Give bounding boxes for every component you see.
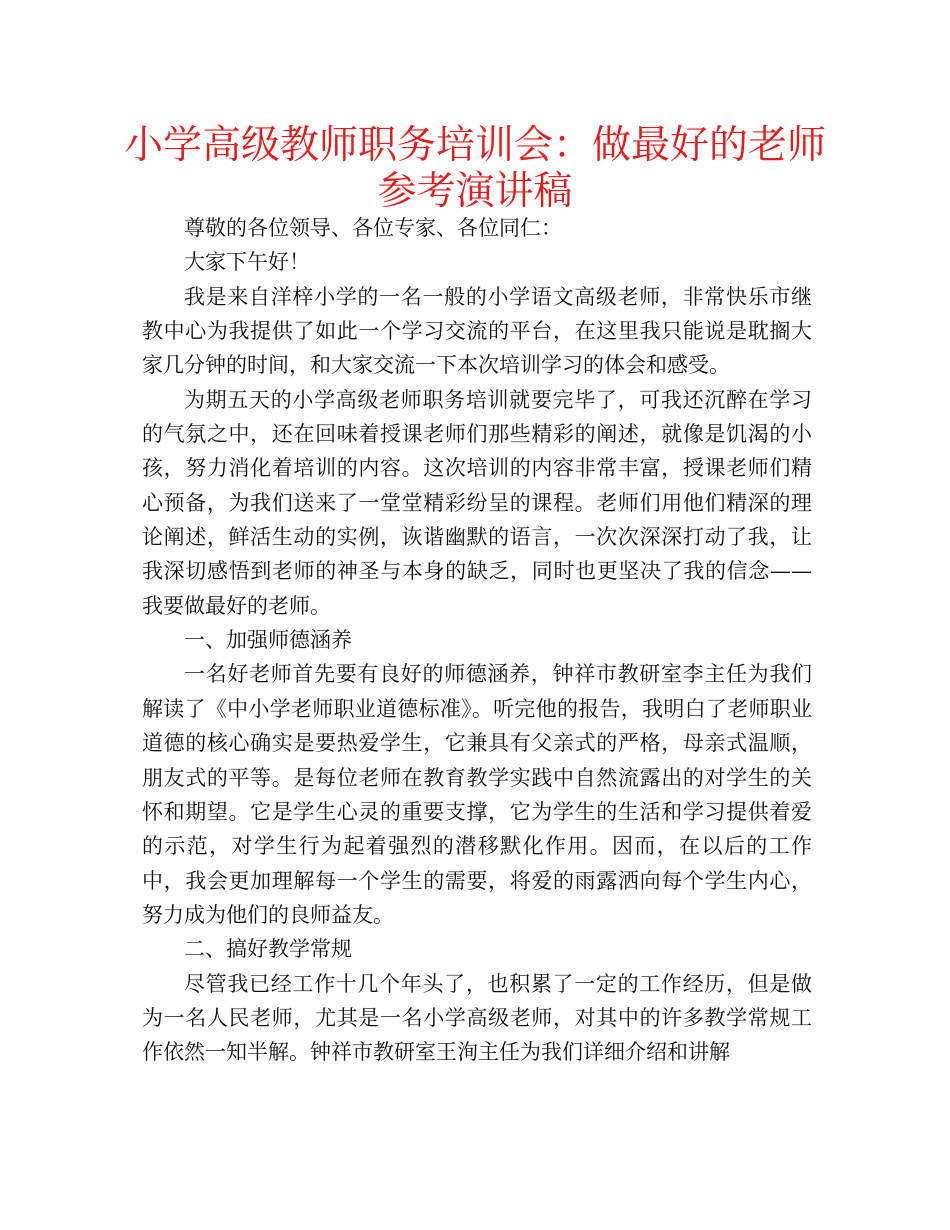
section-heading-1: 一、加强师德涵养 — [184, 628, 352, 653]
document-title-line-1: 小学高级教师职务培训会：做最好的老师 — [123, 123, 826, 168]
greeting: 大家下午好！ — [184, 250, 310, 275]
training-paragraph: 为期五天的小学高级老师职务培训就要完毕了，可我还沉醉在学习的气氛之中，还在回味着授课老师们那些精彩的阐述，就像是饥渴的小孩，努力消化着培训的内容。这次培训的内容非常丰富，授课老师们精心预备，为我们送来了一堂堂精彩纷呈的课程。老师们用他们精深的理论阐述，鲜活生动的实例，诙谐幽默的语言，一次次深深打动了我，让我深切感悟到老师的神圣与本身的缺乏，同时也更坚决了我的信念——我要做最好的老师。 — [142, 387, 812, 618]
document-title-line-2: 参考演讲稿 — [377, 169, 573, 214]
routine-paragraph: 尽管我已经工作十几个年头了，也积累了一定的工作经历，但是做为一名人民老师，尤其是一名小学高级老师，对其中的许多教学常规工作依然一知半解。钟祥市教研室王洵主任为我们详细介绍和讲解 — [142, 971, 812, 1065]
ethics-paragraph: 一名好老师首先要有良好的师德涵养，钟祥市教研室李主任为我们解读了《中小学老师职业道德标准》。听完他的报告，我明白了老师职业道德的核心确实是要热爱学生，它兼具有父亲式的严格，母亲式温顺，朋友式的平等。是每位老师在教育教学实践中自然流露出的对学生的关怀和期望。它是学生心灵的重要支撑，它为学生的生活和学习提供着爱的示范，对学生行为起着强烈的潜移默化作用。因而，在以后的工作中，我会更加理解每一个学生的需要，将爱的雨露洒向每个学生内心，努力成为他们的良师益友。 — [142, 662, 812, 927]
section-heading-2: 二、搞好教学常规 — [184, 937, 352, 962]
document-body — [142, 211, 812, 1070]
salutation: 尊敬的各位领导、各位专家、各位同仁： — [184, 216, 562, 240]
intro-paragraph: 我是来自洋梓小学的一名一般的小学语文高级老师，非常快乐市继教中心为我提供了如此一个学习交流的平台，在这里我只能说是耽搁大家几分钟的时间，和大家交流一下本次培训学习的体会和感受。 — [142, 284, 812, 378]
